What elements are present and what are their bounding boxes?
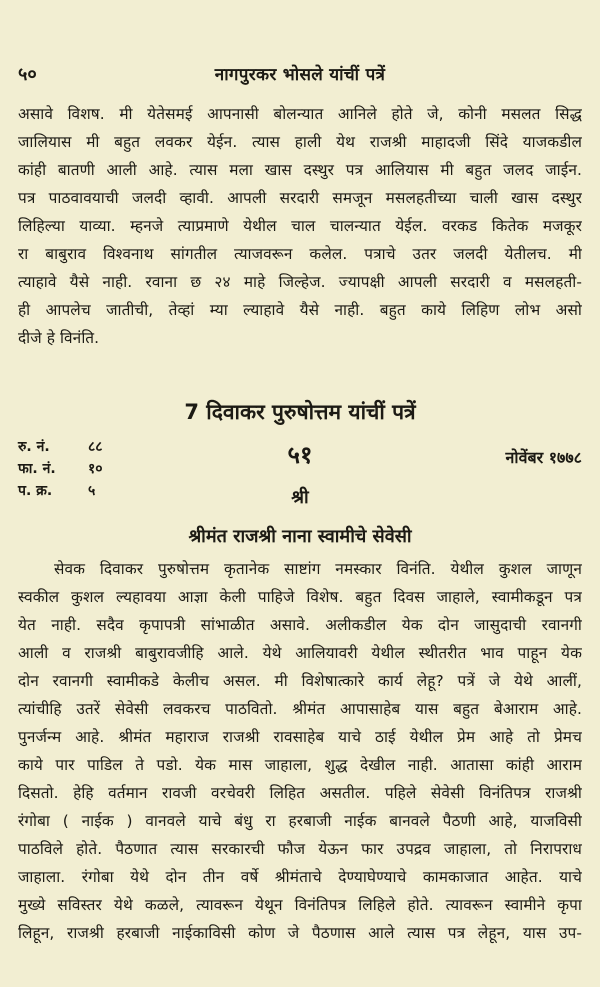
text-line: ही आपलेच जातीची, तेव्हां म्या ल्याहावे यैसे नाही. बहुत काये लिहिण लोभ असो <box>18 301 582 319</box>
letter-date: नोवेंबर १७७८ <box>505 448 582 467</box>
text-line: रा बाबुराव विश्वनाथ सांगतील त्याजवरून कलेल. पत्राचे उतर जलदी येतीलच. मी <box>18 245 582 263</box>
previous-letter-text <box>18 100 582 352</box>
reference-label: प. क्र. <box>18 483 53 499</box>
text-line: दोन रवानगी स्वामीकडे केलीच असल. मी विशेषात्कारे कार्य लेहू? पत्रें जे येथे आलीं, <box>18 672 582 690</box>
reference-label: रु. नं. <box>18 439 50 455</box>
text-line: असावे विशष. मी येतेसमई आपनासी बोलन्यात आनिले होते जे, कोनी मसलत सिद्ध <box>18 105 582 123</box>
letter-number: ५१ <box>287 441 313 469</box>
text-line: काये पार पाडिल ते पडो. येक मास जाहाला, शुद्ध देखील नाही. आतासा कांही आराम <box>18 756 582 774</box>
section-heading: 7 दिवाकर पुरुषोत्तम यांचीं पत्रें <box>184 400 416 424</box>
text-line: कांही बातणी आली आहे. त्यास मला खास दस्थुर पत्र आलियास मी बहुत जलद जाईन. <box>18 161 582 179</box>
page-number: ५० <box>18 64 37 85</box>
text-line: लिहून, राजश्री हरबाजी नाईकाविसी कोण जे पैठणास आले त्यास पत्र लेहून, यास उप- <box>18 924 582 942</box>
text-line: रंगोबा ( नाईक ) वानवले याचे बंधु रा हरबाजी नाईक बानवले पैठणी आहे, याजविसी <box>18 812 582 830</box>
text-line: पाठविले होते. पैठणात त्यास सरकारची फौज येऊन फार उपद्रव जाहाला, तो निरापराध <box>18 840 582 858</box>
text-line: दिसतो. हेहि वर्तमान रावजी वरचेवरी लिहित असतील. पहिले सेवेसी विनंतिपत्र राजश्री <box>18 784 582 802</box>
reference-value: १० <box>88 461 103 477</box>
text-line: स्वकील कुशल ल्यहावया आज्ञा केली पाहिजे विशेष. बहुत दिवस जाहाले, स्वामीकडून पत्र <box>18 588 582 606</box>
reference-value: ८८ <box>88 439 103 455</box>
text-line: मुख्ये सविस्तर येथे कळले, त्यावरून येथून विनंतिपत्र लिहिले होते. त्यावरून स्वामीने कृपा <box>18 896 582 914</box>
text-line: पत्र पाठवावयाची जलदी व्हावी. आपली सरदारी समजून मसलहतीच्या चाली खास दस्थुर <box>18 189 582 207</box>
reference-label: फा. नं. <box>18 461 56 477</box>
text-line: लिहिल्या याव्या. म्हनजे त्याप्रमाणे येथील चाल चालन्यात येईल. वरकड कितेक मजकूर <box>18 217 582 235</box>
reference-value: ५ <box>88 483 96 499</box>
letter-body <box>18 555 582 947</box>
text-line: येत नाही. सदैव कृपापत्री सांभाळीत असावे. अलीकडील येक दोन जासुदाची रवानगी <box>18 616 582 634</box>
text-line: त्यांचीहि उतरें सेवेसी लवकरच पाठवितो. श्रीमंत आपासाहेब यास बहुत बेआराम आहे. <box>18 700 582 718</box>
salutation: श्रीमंत राजश्री नाना स्वामीचे सेवेसी <box>188 526 412 547</box>
text-line: सेवक दिवाकर पुरुषोत्तम कृतानेक साष्टांग नमस्कार विनंति. येथील कुशल जाणून <box>54 560 582 578</box>
text-line: आली व राजश्री बाबुरावजीहि आले. येथे आलियावरी येथील स्थीतरीत भाव पाहून येक <box>18 644 582 662</box>
text-line: जाहाला. रंगोबा येथे दोन तीन वर्षे श्रीमंताचे देण्याघेण्याचे कामकाजात आहेत. याचे <box>18 868 582 886</box>
text-line: त्याहावे यैसे नाही. रवाना छ २४ माहे जिल्हेज. ज्यापक्षी आपली सरदारी व मसलहती- <box>18 273 582 291</box>
invocation: श्री <box>291 487 309 508</box>
text-line: जालियास मी बहुत लवकर येईन. त्यास हाली येथ राजश्री माहादजी सिंदे याजकडील <box>18 133 582 151</box>
text-line: पुनर्जन्म आहे. श्रीमंत महाराज राजश्री रावसाहेब याचे ठाई येथील प्रेम आहे तो प्रेमच <box>18 728 582 746</box>
text-line: दीजे हे विनंति. <box>18 329 100 347</box>
running-title: नागपुरकर भोसले यांचीं पत्रें <box>214 65 386 85</box>
page-header <box>18 62 582 88</box>
